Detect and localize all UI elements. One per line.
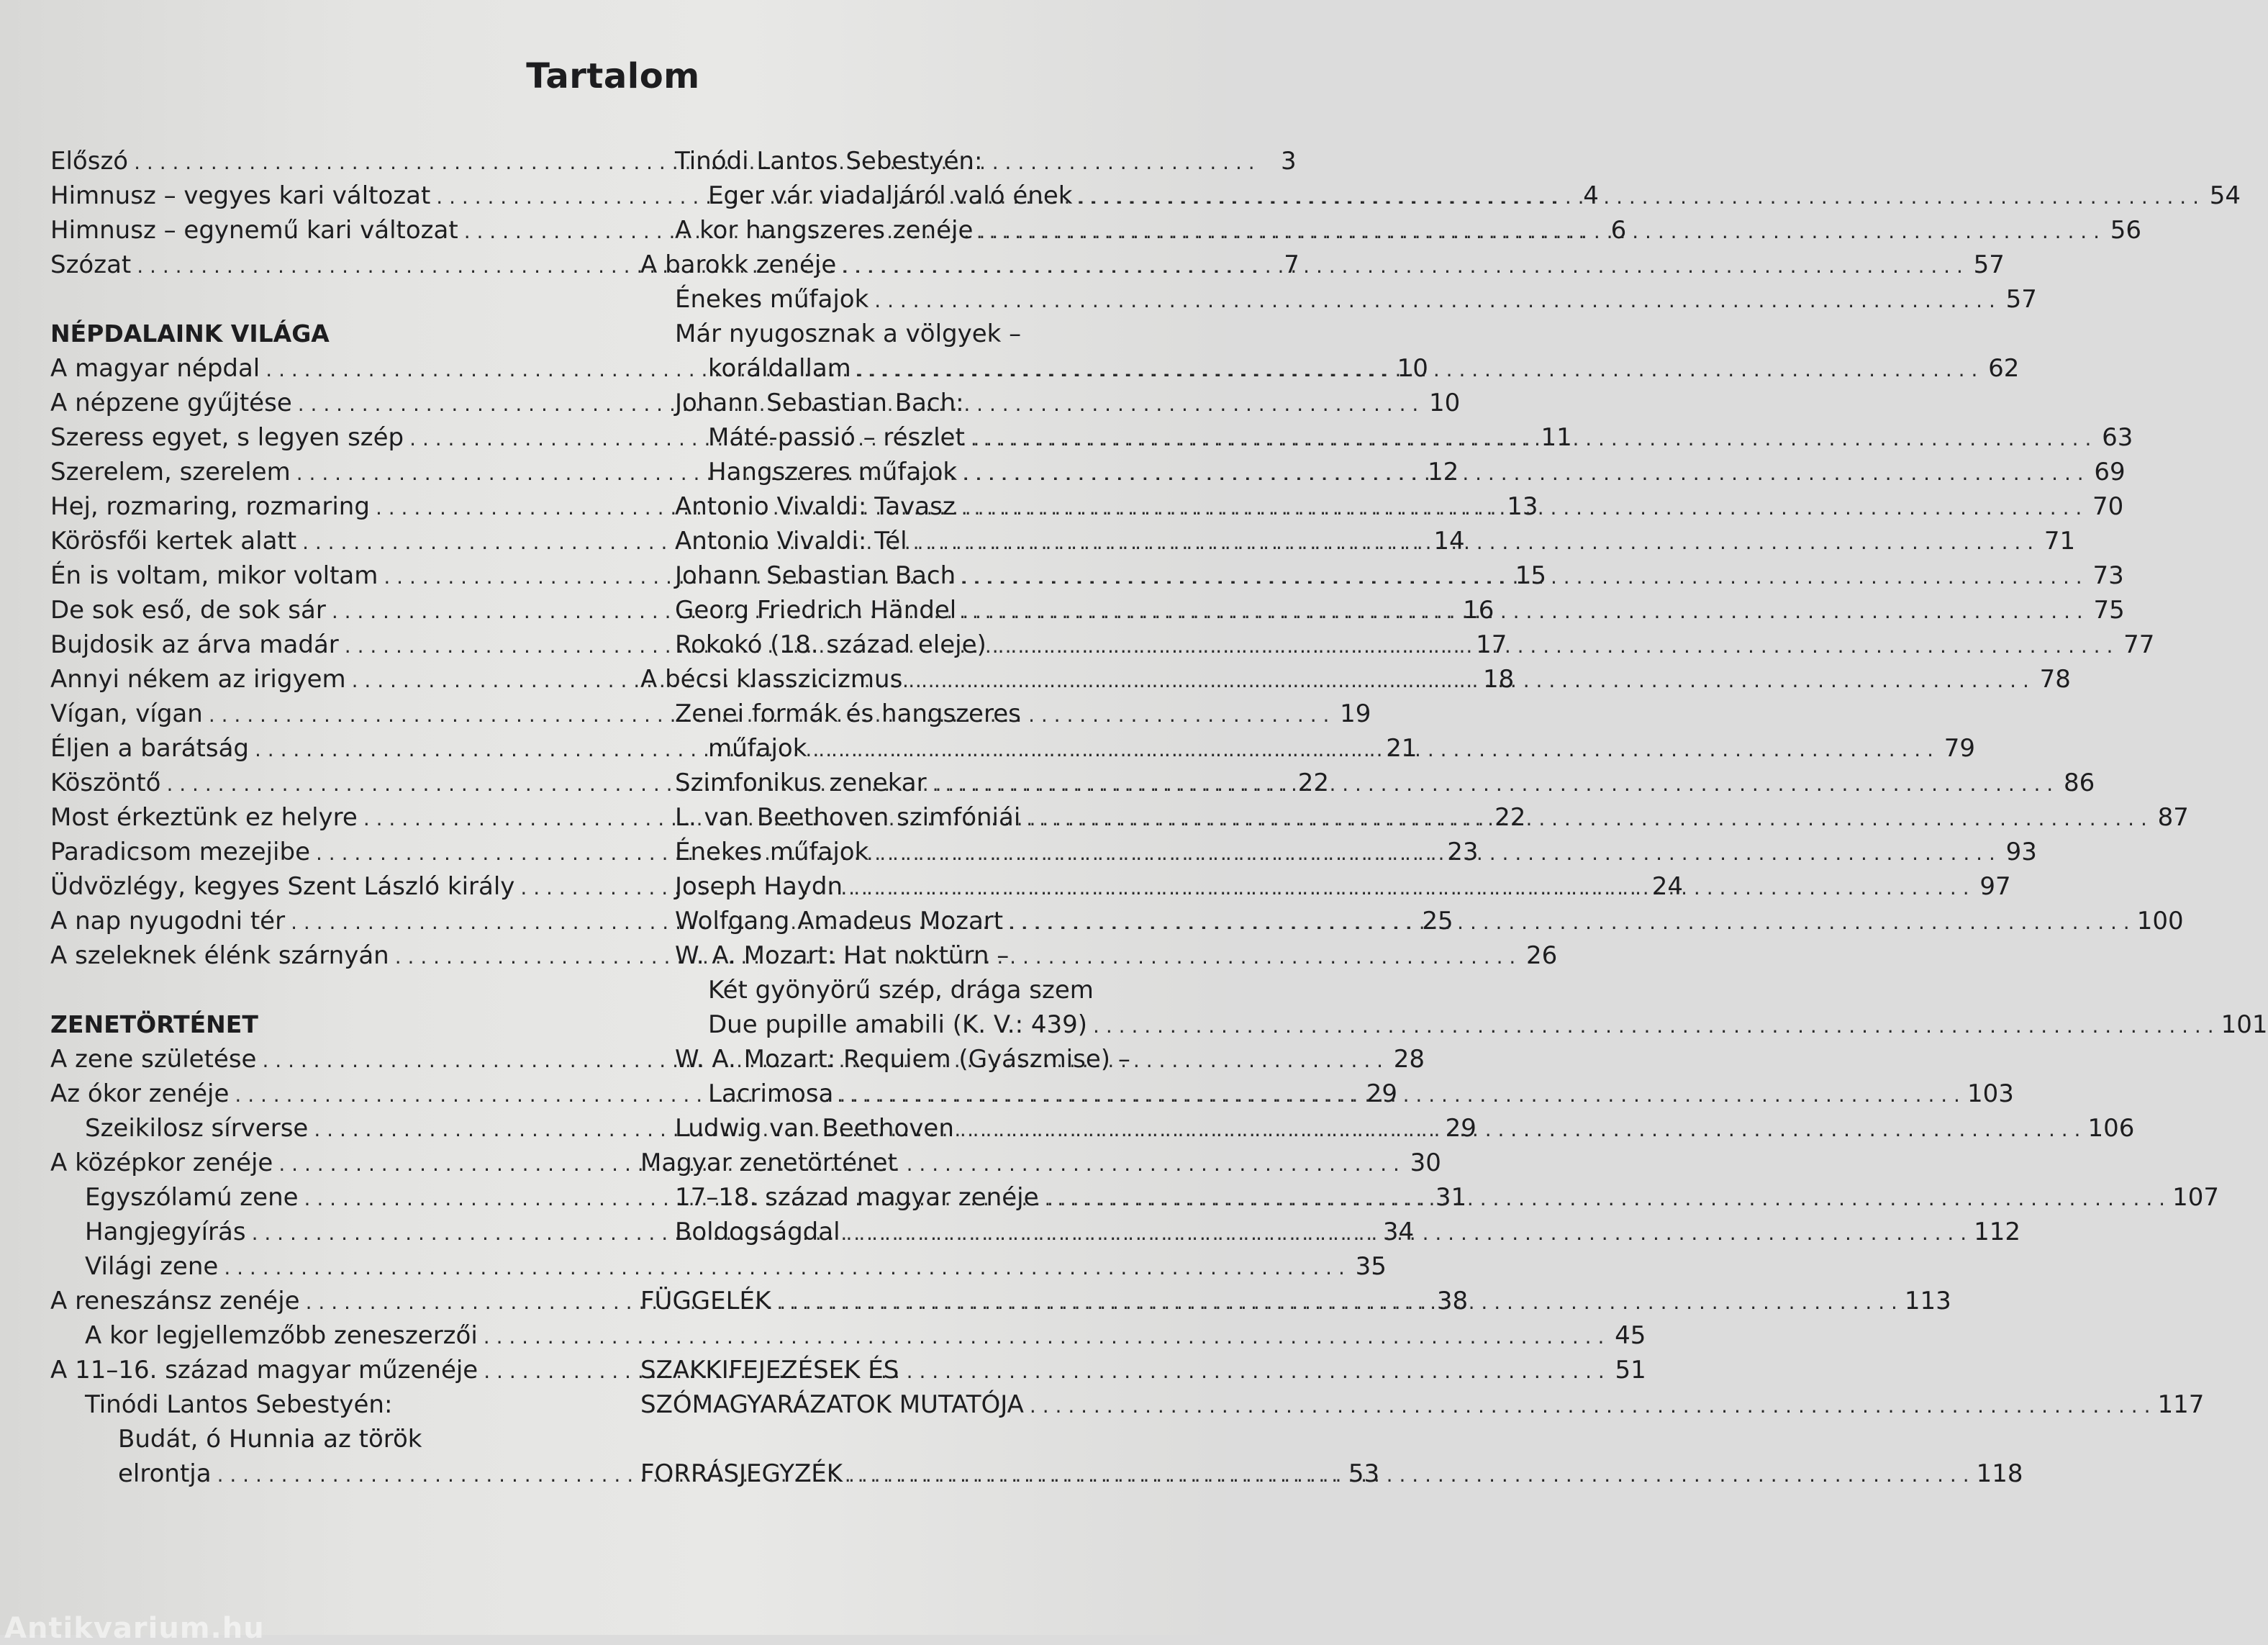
toc-entry-continued <box>640 973 1176 1007</box>
toc-page-number: 113 <box>1904 1287 1951 1315</box>
toc-entry-title: A középkor zenéje <box>50 1148 273 1177</box>
toc-entry-title: Köszöntő <box>50 769 161 797</box>
toc-page-number: 103 <box>1967 1079 2014 1108</box>
dot-leader <box>1026 802 2147 836</box>
dot-leader <box>848 871 1969 905</box>
section-gap <box>640 1318 1176 1353</box>
toc-entry-title: Hej, rozmaring, rozmaring <box>50 492 370 521</box>
toc-entry-title: Antonio Vivaldi: Tavasz <box>675 492 956 521</box>
toc-entry-title: Budát, ó Hunnia az török <box>118 1425 422 1454</box>
toc-entry-title: Előszó <box>50 147 129 176</box>
toc-page-number: 97 <box>1979 872 2011 901</box>
toc-entry-title: Boldogságdal <box>675 1218 840 1246</box>
toc-page-number: 16 <box>1463 596 1494 625</box>
toc-page-number: 57 <box>2005 285 2037 314</box>
toc-page-number: 57 <box>1973 250 2005 279</box>
toc-entry[interactable] <box>50 1249 1387 1284</box>
toc-entry-title: Himnusz – vegyes kari változat <box>50 181 431 210</box>
toc-entry-title: Énekes műfajok <box>675 838 869 866</box>
toc-entry-continued <box>50 1422 586 1456</box>
toc-entry-title: W. A. Mozart: Requiem (Gyászmise) – <box>675 1045 1130 1074</box>
dot-leader <box>842 249 1963 284</box>
toc-entry-title: Szimfonikus zenekar <box>675 769 927 797</box>
toc-entry-continued <box>640 1042 1176 1077</box>
toc-entry-title: A zene születése <box>50 1045 257 1074</box>
dot-leader <box>857 353 1978 387</box>
toc-entry-title: Zenei formák és hangszeres <box>675 699 1021 728</box>
toc-entry[interactable] <box>640 282 2037 317</box>
toc-page-number: 100 <box>2136 907 2184 935</box>
toc-page-number: 38 <box>1436 1287 1469 1315</box>
toc-entry-title: A szeleknek élénk szárnyán <box>50 941 389 970</box>
dot-leader <box>776 1285 1897 1320</box>
dot-leader <box>933 767 2054 802</box>
dot-leader <box>846 1216 1967 1251</box>
toc-entry-continued <box>640 938 1176 973</box>
toc-entry-title: Eger vár viadaljáról való ének <box>708 181 1073 210</box>
toc-entry-title: Johann Sebastian Bach <box>675 561 956 590</box>
toc-entry-continued <box>640 1146 1176 1180</box>
toc-page-number: 4 <box>1583 181 1599 210</box>
toc-entry-title: Hangjegyírás <box>85 1218 246 1246</box>
dot-leader <box>812 733 1933 767</box>
dot-leader <box>848 1458 1969 1492</box>
toc-entry-title: Én is voltam, mikor voltam <box>50 561 378 590</box>
toc-page-number: 107 <box>2172 1183 2219 1212</box>
dot-leader <box>963 456 2084 491</box>
toc-entry-title: Himnusz – egynemű kari változat <box>50 216 458 245</box>
toc-entry-title: Bujdosik az árva madár <box>50 630 339 659</box>
toc-entry-title: elrontja <box>118 1459 212 1488</box>
toc-page-number: 63 <box>2102 423 2133 452</box>
toc-entry-continued <box>640 1353 1176 1387</box>
dot-leader <box>1078 180 2199 214</box>
toc-page-number: 3 <box>1281 147 1297 176</box>
toc-page-number: 34 <box>1382 1218 1415 1246</box>
dot-leader <box>1044 1182 2165 1216</box>
toc-entry-title: Világi zene <box>85 1252 219 1281</box>
toc-page-number: 112 <box>1974 1218 2021 1246</box>
toc-entry[interactable] <box>640 248 2005 282</box>
toc-page-number: 26 <box>1526 941 1558 970</box>
toc-page-number: 10 <box>1397 354 1428 383</box>
toc-entry-title: Johann Sebastian Bach: <box>675 389 964 417</box>
toc-entry-title: Tinódi Lantos Sebestyén: <box>85 1390 393 1419</box>
toc-entry-title: A barokk zenéje <box>640 250 837 279</box>
toc-entry-continued <box>640 697 1176 731</box>
toc-entry-title: A reneszánsz zenéje <box>50 1287 300 1315</box>
toc-entry-title: A kor hangszeres zenéje <box>675 216 974 245</box>
section-heading <box>50 1007 586 1042</box>
toc-entry-title: koráldallam <box>708 354 851 383</box>
dot-leader <box>874 836 1995 871</box>
toc-entry-title: Körösfői kertek alatt <box>50 527 297 556</box>
toc-entry-title: Szózat <box>50 250 132 279</box>
dot-leader <box>913 525 2034 560</box>
toc-entry-title: Georg Friedrich Händel <box>675 596 957 625</box>
dot-leader <box>1030 1389 2151 1423</box>
toc-page-number: 14 <box>1433 527 1465 556</box>
toc-entry-title: W. A. Mozart: Hat noktürn – <box>675 941 1010 970</box>
toc-entry-title: A 11–16. század magyar műzenéje <box>50 1356 478 1385</box>
toc-entry-title: De sok eső, de sok sár <box>50 596 326 625</box>
toc-page-number: 56 <box>2110 216 2141 245</box>
toc-page-number: 70 <box>2092 492 2124 521</box>
section-gap <box>640 1249 1176 1284</box>
toc-page-number: 106 <box>2087 1114 2135 1143</box>
toc-page-number: 23 <box>1447 838 1479 866</box>
dot-leader <box>961 491 2082 525</box>
toc-page-number: 51 <box>1615 1356 1646 1385</box>
toc-page-number: 118 <box>1976 1459 2023 1488</box>
toc-entry-title: FÜGGELÉK <box>640 1287 771 1315</box>
toc-entry-title: Már nyugosznak a völgyek – <box>675 320 1022 348</box>
toc-page-number: 6 <box>1610 216 1627 245</box>
toc-entry-title: A bécsi klasszicizmus <box>640 665 903 694</box>
toc-entry-title: Énekes műfajok <box>675 285 869 314</box>
toc-entry-title: Szerelem, szerelem <box>50 458 291 486</box>
toc-entry-title: Egyszólamú zene <box>85 1183 299 1212</box>
toc-entry-title: Lacrimosa <box>708 1079 834 1108</box>
toc-entry-title: Vígan, vígan <box>50 699 203 728</box>
dot-leader <box>979 214 2100 249</box>
dot-leader <box>1009 905 2130 940</box>
toc-page-number: 12 <box>1428 458 1459 486</box>
toc-page-number: 73 <box>2092 561 2124 590</box>
toc-page-number: 54 <box>2209 181 2241 210</box>
toc-page-number: 21 <box>1386 734 1418 763</box>
toc-entry-continued <box>640 144 1176 178</box>
toc-entry-title: Éljen a barátság <box>50 734 249 763</box>
dot-leader <box>971 422 2092 456</box>
toc-page-number: 45 <box>1615 1321 1646 1350</box>
toc-page-number: 29 <box>1445 1114 1477 1143</box>
toc-entry-continued <box>640 386 1176 420</box>
toc-page-number: 13 <box>1507 492 1538 521</box>
toc-page-number: 15 <box>1515 561 1546 590</box>
toc-entry-title: Üdvözlégy, kegyes Szent László király <box>50 872 515 901</box>
toc-entry-title: Szeikilosz sírverse <box>85 1114 309 1143</box>
toc-entry-title: A nap nyugodni tér <box>50 907 286 935</box>
toc-entry-continued <box>50 1387 586 1422</box>
toc-entry-title: A kor legjellemzőbb zeneszerzői <box>85 1321 478 1350</box>
toc-page-number: 24 <box>1651 872 1683 901</box>
toc-entry-title: Hangszeres műfajok <box>708 458 958 486</box>
toc-page-number: 11 <box>1541 423 1572 452</box>
toc-entry-title: 17–18. század magyar zenéje <box>675 1183 1039 1212</box>
toc-entry[interactable] <box>640 178 2241 213</box>
toc-page-number: 22 <box>1297 769 1330 797</box>
section-gap <box>640 1422 1176 1456</box>
toc-entry-title: Due pupille amabili (K. V.: 439) <box>708 1010 1088 1039</box>
toc-page-number: 101 <box>2221 1010 2268 1039</box>
toc-entry-title: Paradicsom mezejibe <box>50 838 310 866</box>
dot-leader <box>960 1112 2081 1147</box>
toc-entry-title: L. van Beethoven szimfóniái <box>675 803 1021 832</box>
dot-leader <box>961 560 2082 594</box>
toc-page-number: 53 <box>1348 1459 1380 1488</box>
toc-entry-title: SZAKKIFEJEZÉSEK ÉS <box>640 1356 899 1385</box>
toc-entry-title: A magyar népdal <box>50 354 260 383</box>
toc-entry-title: Tinódi Lantos Sebestyén: <box>675 147 983 176</box>
section-gap <box>50 973 586 1007</box>
toc-entry-title: Rokokó (18. század eleje) <box>675 630 986 659</box>
toc-entry-title: Wolfgang Amadeus Mozart <box>675 907 1004 935</box>
toc-entry[interactable] <box>640 1007 2268 1042</box>
toc-entry-title: Joseph Haydn <box>675 872 843 901</box>
dot-leader <box>992 629 2113 663</box>
dot-leader <box>874 284 1995 318</box>
toc-entry-continued <box>640 317 1176 351</box>
toc-page-number: 19 <box>1340 699 1371 728</box>
toc-entry-title: Most érkeztünk ez helyre <box>50 803 358 832</box>
toc-entry-title: Annyi nékem az irigyem <box>50 665 346 694</box>
section-heading-text: ZENETÖRTÉNET <box>50 1010 258 1038</box>
toc-entry-title: Máté-passió – részlet <box>708 423 965 452</box>
dot-leader <box>1093 1009 2214 1043</box>
toc-page-number: 10 <box>1429 389 1461 417</box>
toc-entry[interactable] <box>50 1318 1646 1353</box>
toc-page-number: 18 <box>1482 665 1515 694</box>
toc-entry-title: Két gyönyörű szép, drága szem <box>708 976 1094 1005</box>
toc-page-number: 117 <box>2157 1390 2205 1419</box>
dot-leader <box>839 1078 1960 1112</box>
toc-entry-title: Az ókor zenéje <box>50 1079 230 1108</box>
section-heading-text: NÉPDALAINK VILÁGA <box>50 320 330 348</box>
toc-page-number: 62 <box>1988 354 2020 383</box>
toc-page-number: 22 <box>1494 803 1526 832</box>
toc-entry-title: Szeress egyet, s legyen szép <box>50 423 404 452</box>
page-title: Tartalom <box>526 56 700 96</box>
toc-entry-title: Ludwig van Beethoven <box>675 1114 954 1143</box>
toc-page-number: 75 <box>2093 596 2125 625</box>
toc-entry[interactable] <box>640 213 2141 248</box>
watermark: Antikvarium.hu <box>4 1612 265 1645</box>
dot-leader <box>962 594 2083 629</box>
toc-entry[interactable] <box>640 1387 2205 1422</box>
toc-page-number: 87 <box>2157 803 2189 832</box>
toc-entry-title: A népzene gyűjtése <box>50 389 292 417</box>
toc-page-number: 86 <box>2063 769 2095 797</box>
toc-page-number: 17 <box>1476 630 1507 659</box>
toc-entry-title: FORRÁSJEGYZÉK <box>640 1459 843 1488</box>
toc-page-number: 77 <box>2123 630 2155 659</box>
section-heading <box>50 317 586 351</box>
toc-page-number: 35 <box>1355 1252 1387 1281</box>
toc-page-number: 78 <box>2039 665 2071 694</box>
toc-page-number: 25 <box>1422 907 1453 935</box>
toc-page-number: 7 <box>1284 250 1299 279</box>
dot-leader <box>908 663 2029 698</box>
toc-entry-title: SZÓMAGYARÁZATOK MUTATÓJA <box>640 1390 1024 1419</box>
toc-page-number: 79 <box>1943 734 1975 763</box>
section-gap <box>50 282 586 317</box>
toc-entry-title: Antonio Vivaldi: Tél <box>675 527 907 556</box>
toc-page-number: 93 <box>2005 838 2037 866</box>
toc-page-number: 30 <box>1410 1148 1441 1177</box>
toc-page-number: 28 <box>1393 1045 1425 1074</box>
toc-entry-title: műfajok <box>708 734 807 763</box>
toc-page-number: 71 <box>2044 527 2076 556</box>
toc-page-number: 31 <box>1435 1183 1467 1212</box>
toc-page-number: 69 <box>2094 458 2126 486</box>
toc-entry-title: Magyar zenetörténet <box>640 1148 897 1177</box>
toc-page-number: 29 <box>1366 1079 1397 1108</box>
